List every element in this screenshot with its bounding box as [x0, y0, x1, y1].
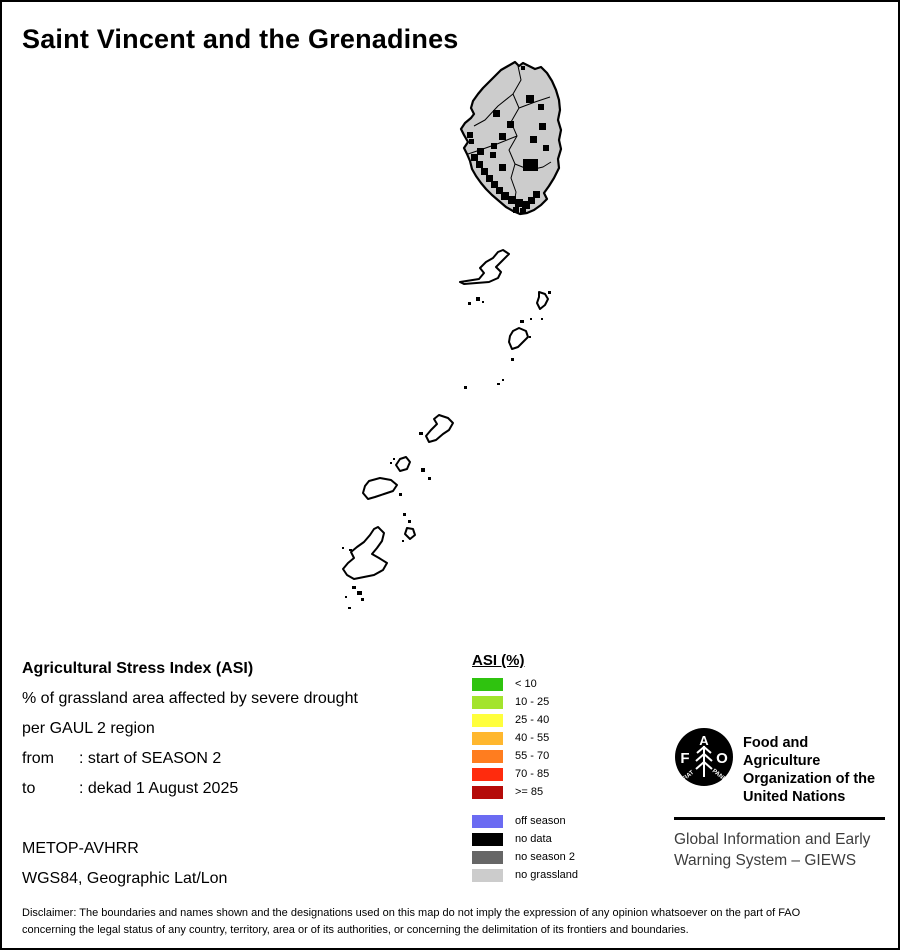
- legend-row: [472, 711, 578, 729]
- legend-label: no season 2: [515, 851, 575, 863]
- legend-label: < 10: [515, 678, 537, 690]
- svg-text:O: O: [716, 750, 728, 767]
- island-union: [363, 478, 397, 499]
- legend-row: [472, 783, 578, 801]
- legend-label: 70 - 85: [515, 768, 550, 780]
- map-info-block: [22, 654, 358, 804]
- sensor-name: METOP-AVHRR: [22, 840, 139, 857]
- legend-label: >= 85: [515, 786, 544, 798]
- legend-label: 55 - 70: [515, 750, 550, 762]
- legend-row: [472, 812, 578, 830]
- fao-separator-line: [674, 817, 885, 820]
- asi-subtitle-2: per GAUL 2 region: [22, 720, 155, 737]
- legend: [472, 652, 578, 884]
- disclaimer: [22, 905, 888, 938]
- island-carriacou: [343, 527, 387, 579]
- legend-row: [472, 729, 578, 747]
- fao-org-name: Food and Agriculture Organization of the United Nations: [743, 735, 876, 805]
- legend-row: [472, 830, 578, 848]
- legend-classes: [472, 675, 578, 801]
- island-mayreau: [426, 415, 453, 442]
- legend-label: 40 - 55: [515, 732, 550, 744]
- legend-extra-classes: [472, 812, 578, 884]
- svg-text:F: F: [680, 750, 690, 767]
- svg-text:PANIS: PANIS: [710, 768, 729, 785]
- asi-heading: Agricultural Stress Index (ASI): [22, 660, 254, 677]
- legend-row: [472, 765, 578, 783]
- legend-row: [472, 866, 578, 884]
- page-title: Saint Vincent and the Grenadines: [22, 24, 459, 54]
- from-label: from: [22, 750, 54, 767]
- legend-swatch: [472, 696, 503, 709]
- legend-swatch: [472, 815, 503, 828]
- legend-swatch: [472, 869, 503, 882]
- disclaimer-line-2: concerning the legal status of any country, territory, area or of its authorities, or concerning the delimitation of its frontiers and boundaries.: [22, 923, 689, 936]
- legend-row: [472, 693, 578, 711]
- legend-title: ASI (%): [472, 652, 525, 669]
- legend-label: off season: [515, 815, 566, 827]
- legend-swatch: [472, 714, 503, 727]
- asi-subtitle-1: % of grassland area affected by severe drought: [22, 690, 358, 707]
- to-label: to: [22, 780, 36, 797]
- svg-text:A: A: [699, 733, 709, 748]
- to-value: : dekad 1 August 2025: [79, 780, 239, 797]
- period-from-row: [22, 744, 358, 774]
- legend-label: 10 - 25: [515, 696, 550, 708]
- legend-swatch: [472, 768, 503, 781]
- island-canouan: [509, 328, 528, 349]
- legend-swatch: [472, 678, 503, 691]
- legend-swatch: [472, 786, 503, 799]
- island-bequia: [460, 250, 509, 284]
- island-saint-vincent: [461, 62, 561, 214]
- legend-row: [472, 675, 578, 693]
- legend-swatch: [472, 732, 503, 745]
- svg-text:FIAT: FIAT: [681, 769, 696, 783]
- legend-label: 25 - 40: [515, 714, 550, 726]
- island-mustique: [537, 292, 548, 309]
- grenadines-islands: [342, 250, 551, 609]
- legend-row: [472, 747, 578, 765]
- source-block: [22, 834, 227, 894]
- legend-swatch: [472, 833, 503, 846]
- fao-branding: [674, 727, 889, 871]
- period-to-row: [22, 774, 358, 804]
- disclaimer-line-1: Disclaimer: The boundaries and names shown and the designations used on this map do not imply the expression of any opinion whatsoever on the part of FAO: [22, 907, 801, 919]
- map-canvas: [2, 2, 900, 642]
- legend-swatch: [472, 750, 503, 763]
- legend-swatch: [472, 851, 503, 864]
- legend-row: [472, 848, 578, 866]
- island-small: [396, 457, 410, 471]
- projection-name: WGS84, Geographic Lat/Lon: [22, 870, 228, 887]
- fao-logo-icon: [674, 727, 734, 787]
- island-petit-st-vincent: [405, 528, 415, 539]
- legend-label: no data: [515, 833, 552, 845]
- giews-label: Global Information and Early Warning System – GIEWS: [674, 831, 871, 869]
- from-value: : start of SEASON 2: [79, 750, 222, 767]
- legend-label: no grassland: [515, 869, 578, 881]
